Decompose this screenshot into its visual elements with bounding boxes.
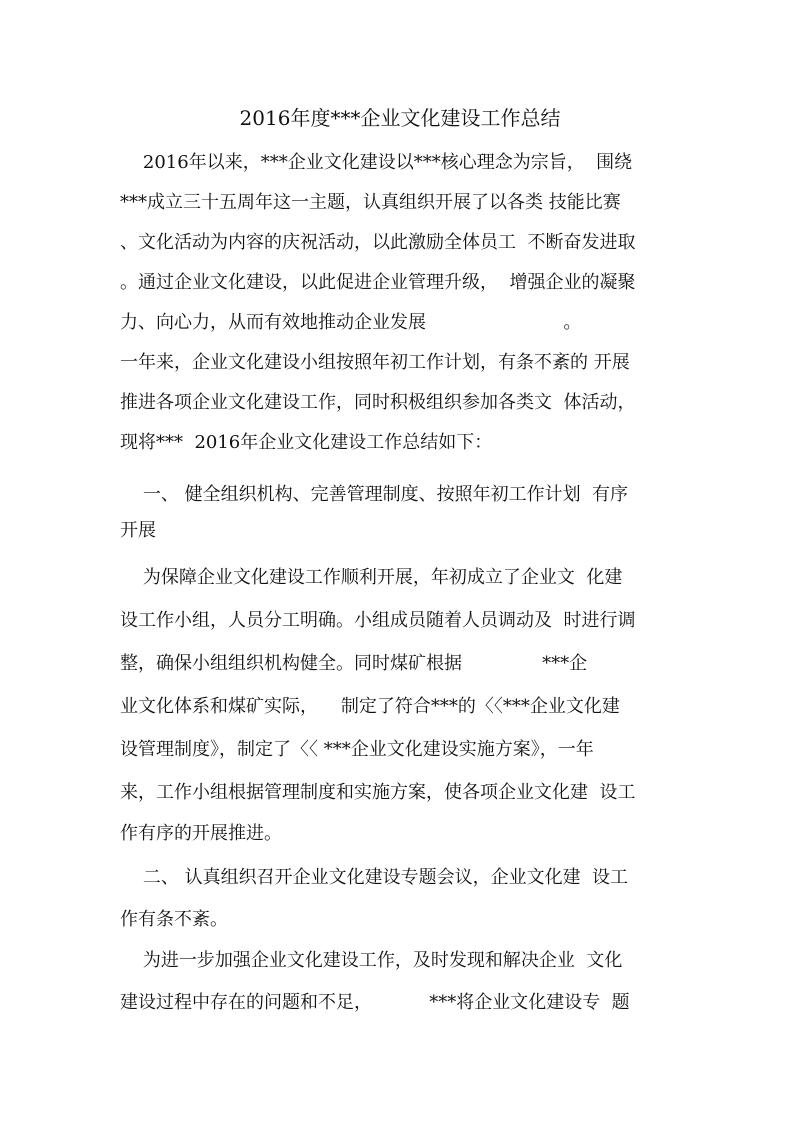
section-heading-line: 开展 [120,520,156,541]
paragraph-line: 设工作小组，人员分工明确。小组成员随着人员调动及 时进行调 [120,610,636,631]
paragraph-line: 设管理制度》，制定了〈〈 ***企业文化建设实施方案》，一年 [120,739,594,760]
document-title: 2016年度***企业文化建设工作总结 [239,106,561,130]
paragraph-line: 来，工作小组根据管理制度和实施方案，使各项企业文化建 设工 [120,782,636,803]
paragraph-line: 、文化活动为内容的庆祝活动，以此激励全体员工 不断奋发进取 [120,232,636,253]
paragraph-line: 2016年以来，***企业文化建设以***核心理念为宗旨， 围绕 [120,152,633,173]
paragraph-line: ***成立三十五周年这一主题，认真组织开展了以各类 技能比赛 [120,192,621,213]
paragraph-line: 为进一步加强企业文化建设工作，及时发现和解决企业 文化 [120,950,623,971]
section-heading-line: 一、 健全组织机构、完善管理制度、按照年初工作计划 有序 [120,484,629,505]
paragraph-line: 现将*** 2016年企业文化建设工作总结如下： [120,432,493,453]
paragraph-line: 建设过程中存在的问题和不足， ***将企业文化建设专 题 [120,992,630,1013]
paragraph-line: 力、向心力，从而有效地推动企业发展 。 [120,312,582,333]
paragraph-line: 推进各项企业文化建设工作，同时积极组织参加各类文 体活动， [120,392,636,413]
paragraph-line: 作有序的开展推进。 [120,823,282,844]
section-heading-line: 作有条不紊。 [120,909,228,930]
paragraph-line: 。通过企业文化建设，以此促进企业管理升级， 增强企业的凝聚 [120,272,636,293]
paragraph-line: 一年来，企业文化建设小组按照年初工作计划，有条不紊的 开展 [120,352,630,373]
paragraph-line: 为保障企业文化建设工作顺利开展，年初成立了企业文 化建 [120,567,623,588]
paragraph-line: 业文化体系和煤矿实际， 制定了符合***的〈〈***企业文化建 [120,696,620,717]
paragraph-line: 整，确保小组组织机构健全。同时煤矿根据 ***企 [120,653,588,674]
section-heading-line: 二、 认真组织召开企业文化建设专题会议，企业文化建 设工 [120,867,629,888]
